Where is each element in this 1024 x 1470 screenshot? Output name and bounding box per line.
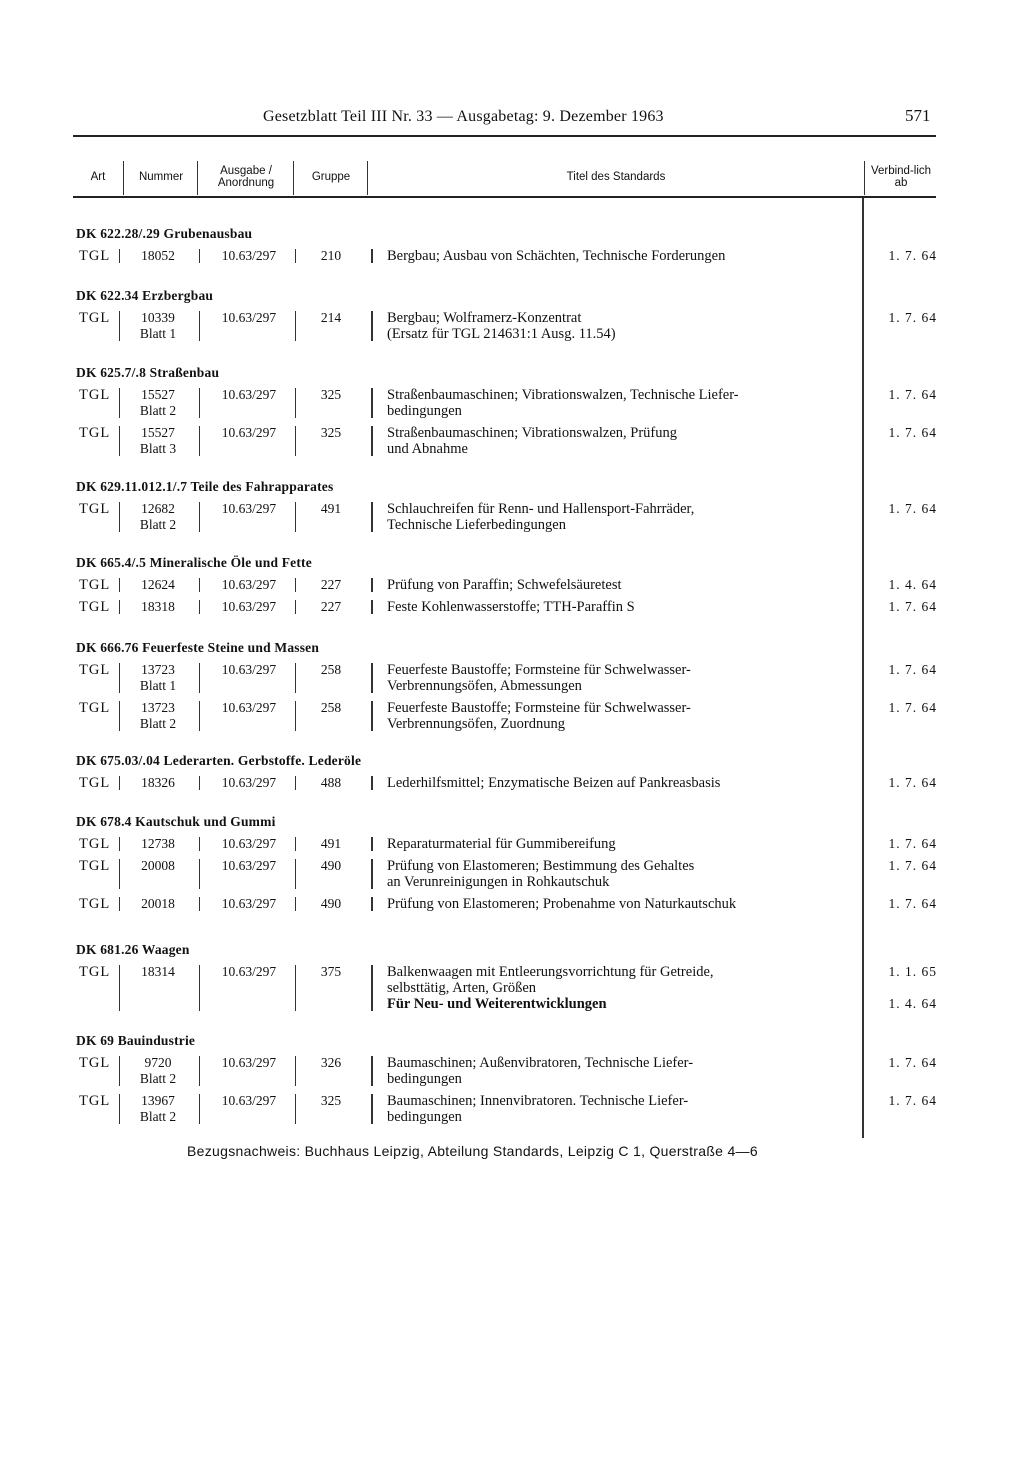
gruppe-cell: 490 bbox=[320, 896, 342, 911]
nummer-cell bbox=[124, 599, 192, 615]
dk-section bbox=[76, 224, 936, 264]
nummer-cell bbox=[124, 425, 192, 457]
verbindlich-cell bbox=[873, 387, 937, 403]
dk-section-heading: DK 666.76 Feuerfeste Steine und Massen bbox=[76, 640, 320, 655]
row-divider bbox=[119, 249, 120, 263]
ausgabe-cell: 10.63/297 bbox=[221, 310, 277, 325]
row-divider bbox=[371, 776, 373, 790]
nummer-value: 13723 bbox=[141, 700, 175, 715]
column-header-verbindlich: Verbind-lich ab bbox=[870, 165, 932, 189]
dk-section-heading: DK 625.7/.8 Straßenbau bbox=[76, 365, 220, 380]
table-row bbox=[76, 775, 936, 791]
gruppe-cell: 488 bbox=[320, 775, 342, 790]
row-divider bbox=[119, 388, 120, 418]
nummer-cell bbox=[124, 836, 192, 852]
titel-cell bbox=[387, 964, 857, 1012]
titel-cell bbox=[387, 599, 857, 615]
art-cell: TGL bbox=[79, 775, 111, 791]
art-cell: TGL bbox=[79, 896, 111, 912]
dk-section bbox=[76, 553, 936, 615]
row-divider bbox=[371, 388, 373, 418]
art-cell: TGL bbox=[79, 700, 111, 716]
titel-line: Reparaturmaterial für Gummibereifung bbox=[387, 836, 616, 852]
titel-line: Baumaschinen; Innenvibratoren. Technische Liefer- bbox=[387, 1093, 689, 1109]
titel-cell bbox=[387, 425, 857, 457]
table-row bbox=[76, 248, 936, 264]
dk-section-heading: DK 629.11.012.1/.7 Teile des Fahrapparates bbox=[76, 479, 334, 494]
nummer-value: 15527 bbox=[141, 425, 175, 440]
ausgabe-cell: 10.63/297 bbox=[221, 775, 277, 790]
nummer-cell bbox=[124, 310, 192, 342]
ausgabe-cell: 10.63/297 bbox=[221, 248, 277, 263]
row-divider bbox=[295, 837, 296, 851]
column-divider bbox=[293, 161, 294, 195]
art-cell: TGL bbox=[79, 501, 111, 517]
verbindlich-date: 1. 7. 64 bbox=[888, 836, 937, 851]
titel-cell bbox=[387, 896, 857, 912]
column-header-gruppe: Gruppe bbox=[311, 171, 351, 183]
row-divider bbox=[371, 502, 373, 532]
verbindlich-date: 1. 7. 64 bbox=[888, 599, 937, 614]
verbindlich-date: 1. 7. 64 bbox=[888, 501, 937, 516]
table-row bbox=[76, 662, 936, 694]
verbindlich-cell bbox=[873, 700, 937, 716]
blatt-value: Blatt 2 bbox=[139, 716, 177, 731]
column-divider bbox=[367, 161, 368, 195]
dk-section bbox=[76, 477, 936, 533]
row-divider bbox=[371, 663, 373, 693]
ausgabe-cell: 10.63/297 bbox=[221, 501, 277, 516]
titel-cell bbox=[387, 1055, 857, 1087]
row-divider bbox=[295, 897, 296, 911]
dk-section bbox=[76, 812, 936, 912]
row-divider bbox=[199, 663, 200, 693]
titel-cell bbox=[387, 775, 857, 791]
titel-line: bedingungen bbox=[387, 1109, 462, 1125]
nummer-cell bbox=[124, 775, 192, 791]
titel-line: Baumaschinen; Außenvibratoren, Technische Liefer- bbox=[387, 1055, 694, 1071]
verbindlich-date: 1. 7. 64 bbox=[888, 248, 937, 263]
titel-line: bedingungen bbox=[387, 1071, 462, 1087]
table-row bbox=[76, 858, 936, 890]
titel-line: Lederhilfsmittel; Enzymatische Beizen auf Pankreasbasis bbox=[387, 775, 721, 791]
titel-line: an Verunreinigungen in Rohkautschuk bbox=[387, 874, 610, 890]
row-divider bbox=[199, 837, 200, 851]
nummer-value: 12738 bbox=[141, 836, 175, 851]
ausgabe-cell: 10.63/297 bbox=[221, 896, 277, 911]
nummer-value: 15527 bbox=[141, 387, 175, 402]
row-divider bbox=[295, 1094, 296, 1124]
verbindlich-cell bbox=[873, 425, 937, 441]
blatt-value: Blatt 3 bbox=[139, 441, 177, 456]
titel-line: Verbrennungsöfen, Abmessungen bbox=[387, 678, 582, 694]
verbindlich-cell bbox=[873, 775, 937, 791]
gruppe-cell: 227 bbox=[320, 577, 342, 592]
nummer-value: 18052 bbox=[141, 248, 175, 263]
row-divider bbox=[119, 311, 120, 341]
verbindlich-cell bbox=[873, 310, 937, 326]
titel-line: und Abnahme bbox=[387, 441, 468, 457]
row-divider bbox=[371, 249, 373, 263]
titel-line: Straßenbaumaschinen; Vibrationswalzen, Technische Liefer- bbox=[387, 387, 739, 403]
gruppe-cell: 258 bbox=[320, 662, 342, 677]
row-divider bbox=[295, 663, 296, 693]
column-header-titel: Titel des Standards bbox=[566, 171, 666, 183]
nummer-cell bbox=[124, 501, 192, 533]
titel-line: (Ersatz für TGL 214631:1 Ausg. 11.54) bbox=[387, 326, 616, 342]
blatt-value: Blatt 1 bbox=[139, 326, 177, 341]
gruppe-cell: 210 bbox=[320, 248, 342, 263]
row-divider bbox=[119, 502, 120, 532]
verbindlich-cell bbox=[873, 599, 937, 615]
row-divider bbox=[199, 311, 200, 341]
titel-line: Feuerfeste Baustoffe; Formsteine für Schwelwasser- bbox=[387, 700, 691, 716]
verbindlich-date: 1. 4. 64 bbox=[888, 996, 937, 1011]
row-divider bbox=[199, 1094, 200, 1124]
row-divider bbox=[295, 249, 296, 263]
verbindlich-date: 1. 7. 64 bbox=[888, 662, 937, 677]
nummer-value: 18326 bbox=[141, 775, 175, 790]
dk-section-heading: DK 622.34 Erzbergbau bbox=[76, 288, 214, 303]
row-divider bbox=[199, 1056, 200, 1086]
row-divider bbox=[295, 701, 296, 731]
row-divider bbox=[119, 1094, 120, 1124]
table-row bbox=[76, 501, 936, 533]
nummer-value: 10339 bbox=[141, 310, 175, 325]
ausgabe-cell: 10.63/297 bbox=[221, 662, 277, 677]
row-divider bbox=[119, 701, 120, 731]
row-divider bbox=[371, 311, 373, 341]
column-divider bbox=[197, 161, 198, 195]
titel-cell bbox=[387, 700, 857, 732]
nummer-cell bbox=[124, 1055, 192, 1087]
row-divider bbox=[295, 600, 296, 614]
art-cell: TGL bbox=[79, 662, 111, 678]
dk-section bbox=[76, 751, 936, 791]
dk-section bbox=[76, 638, 936, 732]
ausgabe-cell: 10.63/297 bbox=[221, 964, 277, 979]
row-divider bbox=[295, 859, 296, 889]
row-divider bbox=[199, 897, 200, 911]
row-divider bbox=[199, 600, 200, 614]
titel-cell bbox=[387, 501, 857, 533]
blatt-value: Blatt 2 bbox=[139, 403, 177, 418]
verbindlich-cell bbox=[873, 896, 937, 912]
art-cell: TGL bbox=[79, 1055, 111, 1071]
titel-cell bbox=[387, 577, 857, 593]
titel-line: Straßenbaumaschinen; Vibrationswalzen, Prüfung bbox=[387, 425, 677, 441]
column-divider bbox=[123, 161, 124, 195]
table-row bbox=[76, 836, 936, 852]
row-divider bbox=[199, 776, 200, 790]
titel-cell bbox=[387, 248, 857, 264]
verbindlich-date: 1. 7. 64 bbox=[888, 775, 937, 790]
page-header-title: Gesetzblatt Teil III Nr. 33 — Ausgabetag: 9. Dezember 1963 bbox=[263, 108, 664, 125]
verbindlich-cell bbox=[873, 836, 937, 852]
nummer-value: 20008 bbox=[141, 858, 175, 873]
column-header-ausgabe: Ausgabe / Anordnung bbox=[217, 165, 275, 189]
art-cell: TGL bbox=[79, 577, 111, 593]
gruppe-cell: 258 bbox=[320, 700, 342, 715]
row-divider bbox=[119, 600, 120, 614]
footer-note: Bezugsnachweis: Buchhaus Leipzig, Abteilung Standards, Leipzig C 1, Querstraße 4—6 bbox=[187, 1143, 758, 1159]
verbindlich-date: 1. 7. 64 bbox=[888, 858, 937, 873]
row-divider bbox=[119, 897, 120, 911]
table-row bbox=[76, 1093, 936, 1125]
row-divider bbox=[119, 776, 120, 790]
row-divider bbox=[371, 1094, 373, 1124]
page-number: 571 bbox=[905, 106, 931, 125]
dk-section-heading: DK 69 Bauindustrie bbox=[76, 1033, 196, 1048]
row-divider bbox=[371, 859, 373, 889]
row-divider bbox=[295, 965, 296, 1011]
column-header-rule bbox=[73, 196, 936, 198]
art-cell: TGL bbox=[79, 248, 111, 264]
verbindlich-cell bbox=[873, 858, 937, 874]
titel-cell bbox=[387, 1093, 857, 1125]
nummer-value: 18318 bbox=[141, 599, 175, 614]
gruppe-cell: 326 bbox=[320, 1055, 342, 1070]
gruppe-cell: 491 bbox=[320, 501, 342, 516]
header-rule bbox=[73, 135, 936, 137]
titel-line: Schlauchreifen für Renn- und Hallensport-Fahrräder, bbox=[387, 501, 695, 517]
titel-line: Verbrennungsöfen, Zuordnung bbox=[387, 716, 565, 732]
ausgabe-cell: 10.63/297 bbox=[221, 836, 277, 851]
row-divider bbox=[199, 426, 200, 456]
nummer-cell bbox=[124, 662, 192, 694]
verbindlich-date: 1. 7. 64 bbox=[888, 1055, 937, 1070]
verbindlich-date: 1. 4. 64 bbox=[888, 577, 937, 592]
row-divider bbox=[371, 426, 373, 456]
verbindlich-cell bbox=[873, 577, 937, 593]
art-cell: TGL bbox=[79, 599, 111, 615]
dk-section-heading: DK 622.28/.29 Grubenausbau bbox=[76, 226, 253, 241]
dk-section bbox=[76, 363, 936, 457]
row-divider bbox=[199, 578, 200, 592]
row-divider bbox=[295, 1056, 296, 1086]
art-cell: TGL bbox=[79, 387, 111, 403]
dk-section-heading: DK 665.4/.5 Mineralische Öle und Fette bbox=[76, 555, 312, 570]
verbindlich-date: 1. 1. 65 bbox=[888, 964, 937, 979]
row-divider bbox=[295, 426, 296, 456]
nummer-cell bbox=[124, 387, 192, 419]
table-row bbox=[76, 425, 936, 457]
row-divider bbox=[199, 859, 200, 889]
row-divider bbox=[371, 578, 373, 592]
row-divider bbox=[295, 578, 296, 592]
ausgabe-cell: 10.63/297 bbox=[221, 387, 277, 402]
verbindlich-cell bbox=[873, 964, 937, 1012]
row-divider bbox=[119, 837, 120, 851]
ausgabe-cell: 10.63/297 bbox=[221, 425, 277, 440]
titel-cell bbox=[387, 387, 857, 419]
table-row bbox=[76, 599, 936, 615]
nummer-value: 12682 bbox=[141, 501, 175, 516]
titel-cell bbox=[387, 836, 857, 852]
gruppe-cell: 227 bbox=[320, 599, 342, 614]
row-divider bbox=[371, 837, 373, 851]
row-divider bbox=[371, 965, 373, 1011]
row-divider bbox=[295, 311, 296, 341]
titel-line: Bergbau; Wolframerz-Konzentrat bbox=[387, 310, 582, 326]
nummer-value: 9720 bbox=[144, 1055, 172, 1070]
table-column-headers bbox=[73, 157, 936, 197]
dk-section-heading: DK 678.4 Kautschuk und Gummi bbox=[76, 814, 276, 829]
table-row bbox=[76, 1055, 936, 1087]
row-divider bbox=[371, 600, 373, 614]
titel-line: selbsttätig, Arten, Größen bbox=[387, 980, 537, 996]
titel-line: Balkenwaagen mit Entleerungsvorrichtung für Getreide, bbox=[387, 964, 714, 980]
titel-cell bbox=[387, 858, 857, 890]
verbindlich-cell bbox=[873, 1055, 937, 1071]
nummer-cell bbox=[124, 1093, 192, 1125]
art-cell: TGL bbox=[79, 836, 111, 852]
row-divider bbox=[119, 1056, 120, 1086]
table-row bbox=[76, 896, 936, 912]
column-header-art: Art bbox=[90, 171, 106, 183]
row-divider bbox=[119, 578, 120, 592]
row-divider bbox=[199, 388, 200, 418]
titel-line: Technische Lieferbedingungen bbox=[387, 517, 566, 533]
row-divider bbox=[295, 388, 296, 418]
titel-line: Prüfung von Elastomeren; Probenahme von Naturkautschuk bbox=[387, 896, 737, 912]
verbindlich-cell bbox=[873, 1093, 937, 1109]
art-cell: TGL bbox=[79, 310, 111, 326]
verbindlich-date: 1. 7. 64 bbox=[888, 387, 937, 402]
titel-line: bedingungen bbox=[387, 403, 462, 419]
row-divider bbox=[371, 1056, 373, 1086]
row-divider bbox=[199, 701, 200, 731]
row-divider bbox=[119, 859, 120, 889]
row-divider bbox=[371, 897, 373, 911]
ausgabe-cell: 10.63/297 bbox=[221, 577, 277, 592]
dk-section bbox=[76, 1031, 936, 1125]
nummer-value: 13967 bbox=[141, 1093, 175, 1108]
row-divider bbox=[295, 776, 296, 790]
row-divider bbox=[119, 426, 120, 456]
nummer-cell bbox=[124, 964, 192, 980]
titel-line: Feuerfeste Baustoffe; Formsteine für Schwelwasser- bbox=[387, 662, 691, 678]
dk-section-heading: DK 675.03/.04 Lederarten. Gerbstoffe. Lederöle bbox=[76, 753, 362, 768]
row-divider bbox=[295, 502, 296, 532]
gruppe-cell: 490 bbox=[320, 858, 342, 873]
titel-line: Feste Kohlenwasserstoffe; TTH-Paraffin S bbox=[387, 599, 635, 615]
verbindlich-cell bbox=[873, 662, 937, 678]
table-row bbox=[76, 964, 936, 1012]
ausgabe-cell: 10.63/297 bbox=[221, 1093, 277, 1108]
nummer-value: 20018 bbox=[141, 896, 175, 911]
nummer-cell bbox=[124, 858, 192, 874]
row-divider bbox=[199, 965, 200, 1011]
row-divider bbox=[119, 663, 120, 693]
nummer-cell bbox=[124, 700, 192, 732]
ausgabe-cell: 10.63/297 bbox=[221, 858, 277, 873]
table-row bbox=[76, 310, 936, 342]
column-header-nummer: Nummer bbox=[138, 171, 184, 183]
verbindlich-cell bbox=[873, 248, 937, 264]
blatt-value: Blatt 2 bbox=[139, 1071, 177, 1086]
titel-cell bbox=[387, 310, 857, 342]
verbindlich-cell bbox=[873, 501, 937, 517]
gruppe-cell: 325 bbox=[320, 1093, 342, 1108]
art-cell: TGL bbox=[79, 1093, 111, 1109]
verbindlich-date: 1. 7. 64 bbox=[888, 700, 937, 715]
verbindlich-date: 1. 7. 64 bbox=[888, 1093, 937, 1108]
titel-line: Bergbau; Ausbau von Schächten, Technische Forderungen bbox=[387, 248, 726, 264]
row-divider bbox=[371, 701, 373, 731]
art-cell: TGL bbox=[79, 858, 111, 874]
verbindlich-date: 1. 7. 64 bbox=[888, 896, 937, 911]
art-cell: TGL bbox=[79, 425, 111, 441]
blatt-value: Blatt 2 bbox=[139, 1109, 177, 1124]
gruppe-cell: 375 bbox=[320, 964, 342, 979]
verbindlich-date: 1. 7. 64 bbox=[888, 425, 937, 440]
row-divider bbox=[199, 249, 200, 263]
gruppe-cell: 491 bbox=[320, 836, 342, 851]
ausgabe-cell: 10.63/297 bbox=[221, 1055, 277, 1070]
verbindlich-date: 1. 7. 64 bbox=[888, 310, 937, 325]
titel-cell bbox=[387, 662, 857, 694]
gruppe-cell: 325 bbox=[320, 425, 342, 440]
nummer-value: 12624 bbox=[141, 577, 175, 592]
art-cell: TGL bbox=[79, 964, 111, 980]
table-row bbox=[76, 387, 936, 419]
titel-line: Prüfung von Paraffin; Schwefelsäuretest bbox=[387, 577, 622, 593]
nummer-cell bbox=[124, 248, 192, 264]
gruppe-cell: 325 bbox=[320, 387, 342, 402]
nummer-value: 18314 bbox=[141, 964, 175, 979]
titel-line: Für Neu- und Weiterentwicklungen bbox=[387, 996, 607, 1012]
titel-line: Prüfung von Elastomeren; Bestimmung des Gehaltes bbox=[387, 858, 695, 874]
blatt-value: Blatt 1 bbox=[139, 678, 177, 693]
row-divider bbox=[199, 502, 200, 532]
gruppe-cell: 214 bbox=[320, 310, 342, 325]
row-divider bbox=[119, 965, 120, 1011]
dk-section bbox=[76, 286, 936, 342]
ausgabe-cell: 10.63/297 bbox=[221, 700, 277, 715]
table-row bbox=[76, 700, 936, 732]
dk-section-heading: DK 681.26 Waagen bbox=[76, 942, 190, 957]
nummer-cell bbox=[124, 577, 192, 593]
ausgabe-cell: 10.63/297 bbox=[221, 599, 277, 614]
blatt-value: Blatt 2 bbox=[139, 517, 177, 532]
verbindlich-date bbox=[873, 980, 937, 996]
table-row bbox=[76, 577, 936, 593]
nummer-value: 13723 bbox=[141, 662, 175, 677]
column-divider bbox=[864, 161, 865, 195]
dk-section bbox=[76, 940, 936, 1012]
nummer-cell bbox=[124, 896, 192, 912]
